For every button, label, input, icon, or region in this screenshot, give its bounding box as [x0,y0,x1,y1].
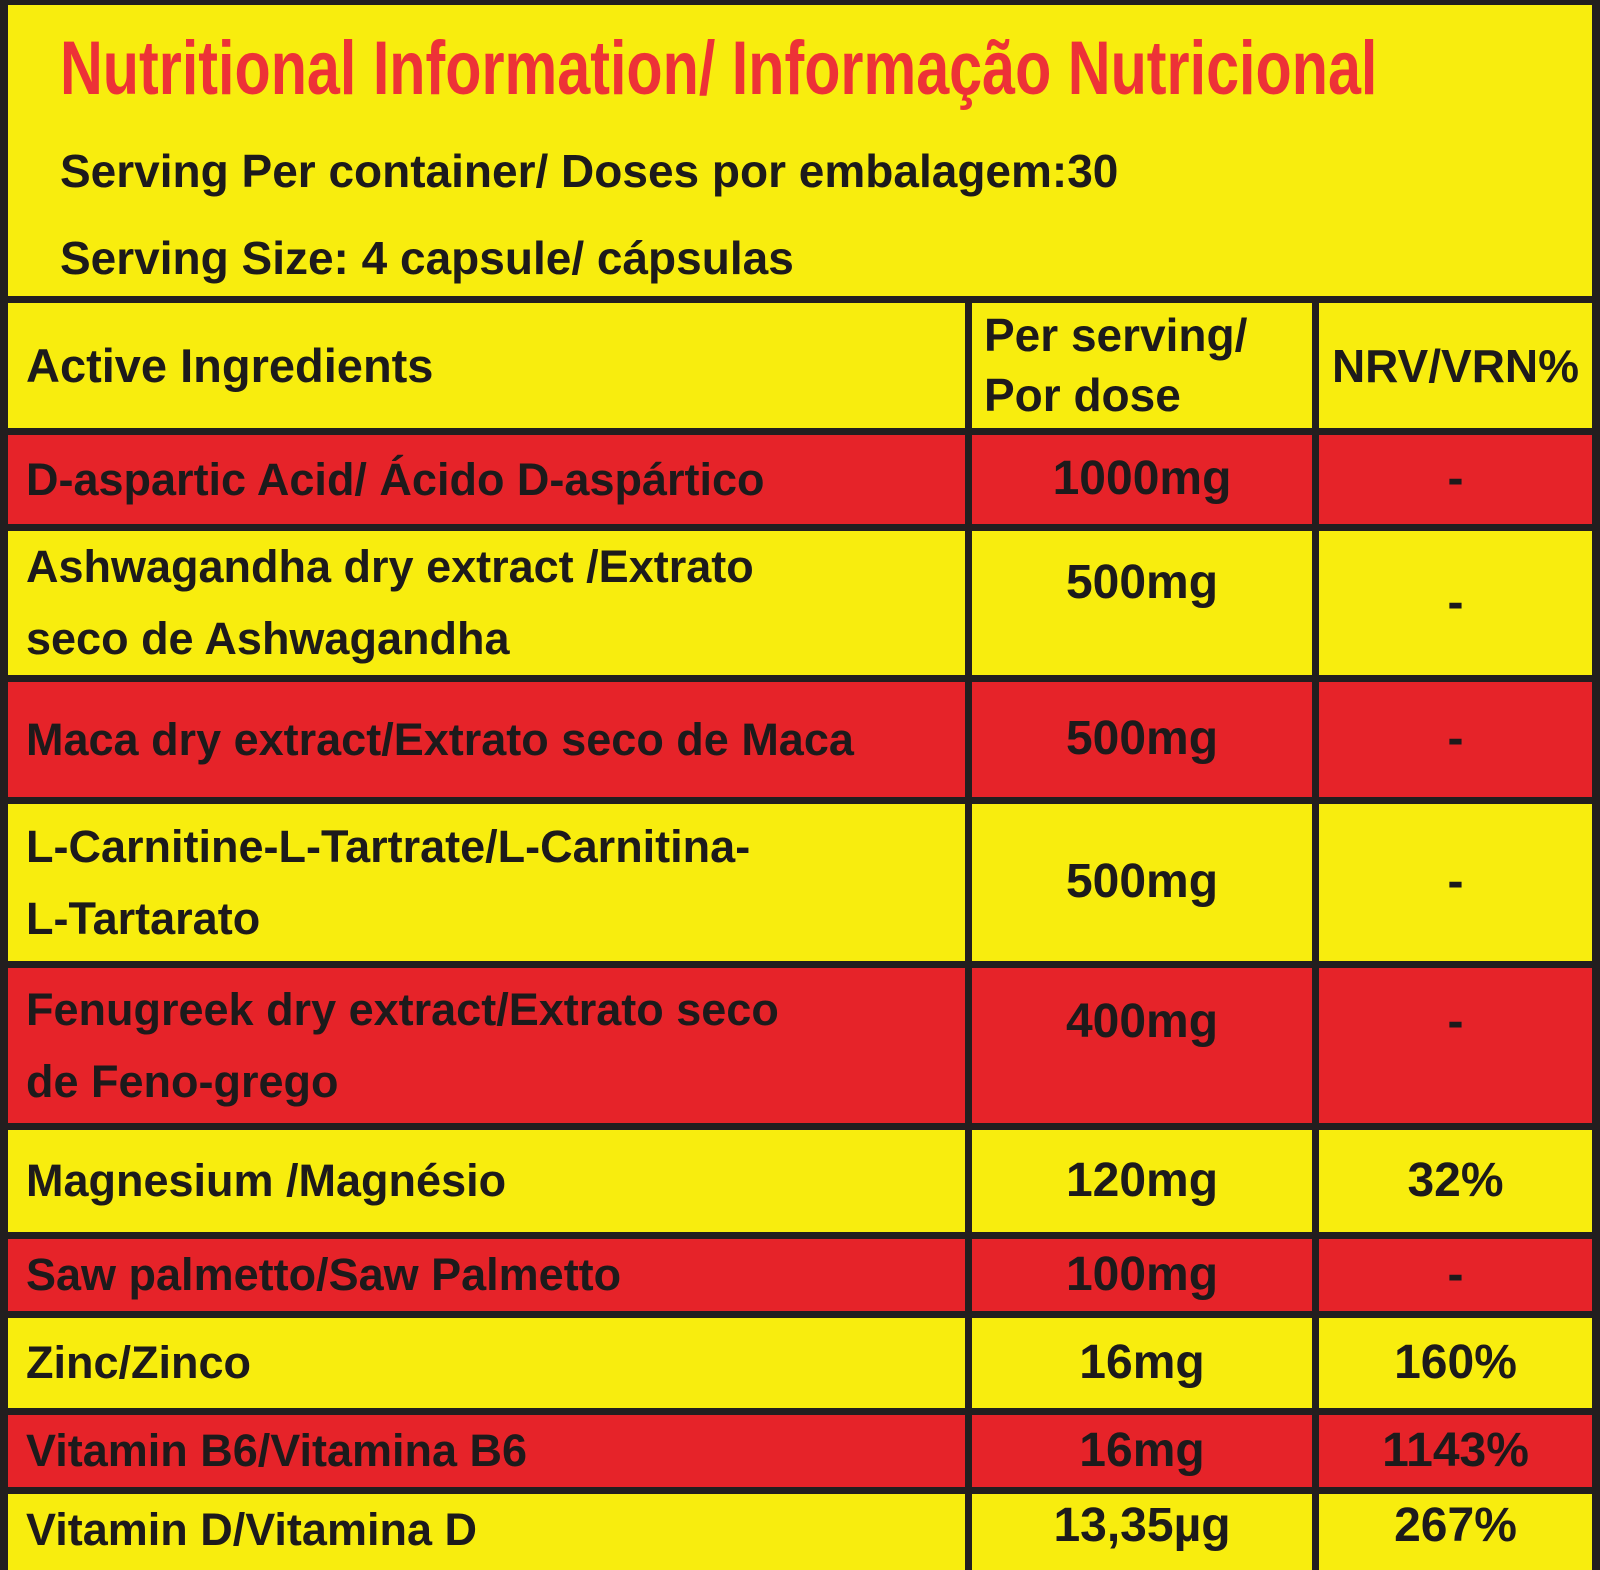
page-title: Nutritional Information/ Informação Nutricional [60,26,1378,111]
ingredient-name-line: L-Tartarato [26,892,261,944]
label-header-section [8,5,1592,296]
column-header-per-serving [972,303,1312,428]
ingredient-name-line: Vitamin B6/Vitamina B6 [26,1425,528,1476]
ingredient-nrv-cell [1319,1318,1592,1408]
ingredient-amount-cell [972,1130,1312,1232]
ingredient-name-cell [8,435,965,524]
amount-value: 1000mg [1052,452,1232,506]
per-serving-line-1: Per serving/ [984,308,1248,361]
table-row [8,1239,1592,1311]
amount-value: 100mg [1065,1247,1219,1301]
ingredient-amount-cell [972,1494,1312,1570]
ingredient-name-cell [8,1239,965,1311]
ingredient-name-line: de Feno-grego [26,1055,339,1107]
ingredient-name-cell [8,968,965,1123]
nrv-value: - [1447,452,1464,506]
ingredients-table [8,303,1592,1570]
amount-value: 500mg [1065,556,1219,609]
ingredient-amount-cell [972,682,1312,797]
serving-per-container-text: Serving Per container/ Doses por embalagem:30 [60,145,1119,198]
column-header-nrv: NRV/VRN% [1319,303,1592,428]
nrv-value: 160% [1394,1335,1517,1389]
amount-value: 400mg [1065,995,1219,1048]
ingredient-name-cell [8,804,965,961]
table-row [8,968,1592,1123]
table-row [8,531,1592,675]
ingredient-amount-cell [972,531,1312,675]
table-row [8,1494,1592,1570]
table-header-row [8,303,1592,428]
ingredient-name-cell [8,1130,965,1232]
ingredient-name-line: Zinc/Zinco [26,1337,251,1388]
amount-value: 13,35µg [1053,1499,1231,1552]
amount-value: 500mg [1065,712,1219,766]
ingredient-amount-cell [972,1239,1312,1311]
ingredient-amount-cell [972,1415,1312,1487]
amount-value: 16mg [1079,1335,1205,1389]
ingredient-nrv-cell [1319,682,1592,797]
ingredient-amount-cell [972,1318,1312,1408]
ingredient-name-cell [8,1318,965,1408]
ingredient-name-line: seco de Ashwagandha [26,613,510,664]
nrv-value: - [1447,575,1464,629]
ingredient-name-line: Ashwagandha dry extract /Extrato [26,541,754,592]
ingredient-name-line: Saw palmetto/Saw Palmetto [26,1249,622,1300]
nrv-value: 1143% [1382,1423,1529,1477]
amount-value: 120mg [1065,1153,1219,1207]
nrv-value: 267% [1394,1499,1517,1552]
amount-value: 16mg [1079,1423,1205,1477]
ingredient-amount-cell [972,435,1312,524]
table-row [8,1130,1592,1232]
table-row [8,1318,1592,1408]
table-row [8,1415,1592,1487]
ingredient-amount-cell [972,804,1312,961]
table-row [8,435,1592,524]
ingredient-nrv-cell [1319,968,1592,1123]
nrv-value: - [1447,1247,1464,1301]
ingredient-name-cell [8,1494,965,1570]
serving-size-text: Serving Size: 4 capsule/ cápsulas [60,232,794,285]
nrv-value: - [1447,855,1464,909]
ingredient-name-cell [8,531,965,675]
ingredient-name-line: D-aspartic Acid/ Ácido D-aspártico [26,453,765,505]
per-serving-line-2: Por dose [984,368,1181,421]
ingredient-name-line: Maca dry extract/Extrato seco de Maca [26,713,854,765]
ingredient-nrv-cell [1319,435,1592,524]
ingredient-name-line: Vitamin D/Vitamina D [26,1504,477,1555]
nrv-value: - [1447,712,1464,766]
ingredient-name-line: L-Carnitine-L-Tartrate/L-Carnitina- [26,820,751,872]
nrv-value: 32% [1407,1153,1504,1207]
ingredient-nrv-cell [1319,804,1592,961]
ingredient-nrv-cell [1319,1494,1592,1570]
column-header-active-ingredients: Active Ingredients [8,303,965,428]
ingredient-nrv-cell [1319,1130,1592,1232]
ingredient-nrv-cell [1319,1415,1592,1487]
ingredient-name-cell [8,1415,965,1487]
ingredient-nrv-cell [1319,531,1592,675]
table-row [8,804,1592,961]
ingredient-amount-cell [972,968,1312,1123]
ingredient-nrv-cell [1319,1239,1592,1311]
ingredient-name-line: Magnesium /Magnésio [26,1155,507,1206]
ingredient-name-cell [8,682,965,797]
ingredient-name-line: Fenugreek dry extract/Extrato seco [26,983,779,1035]
nrv-value: - [1447,995,1464,1048]
amount-value: 500mg [1065,855,1219,909]
table-row [8,682,1592,797]
